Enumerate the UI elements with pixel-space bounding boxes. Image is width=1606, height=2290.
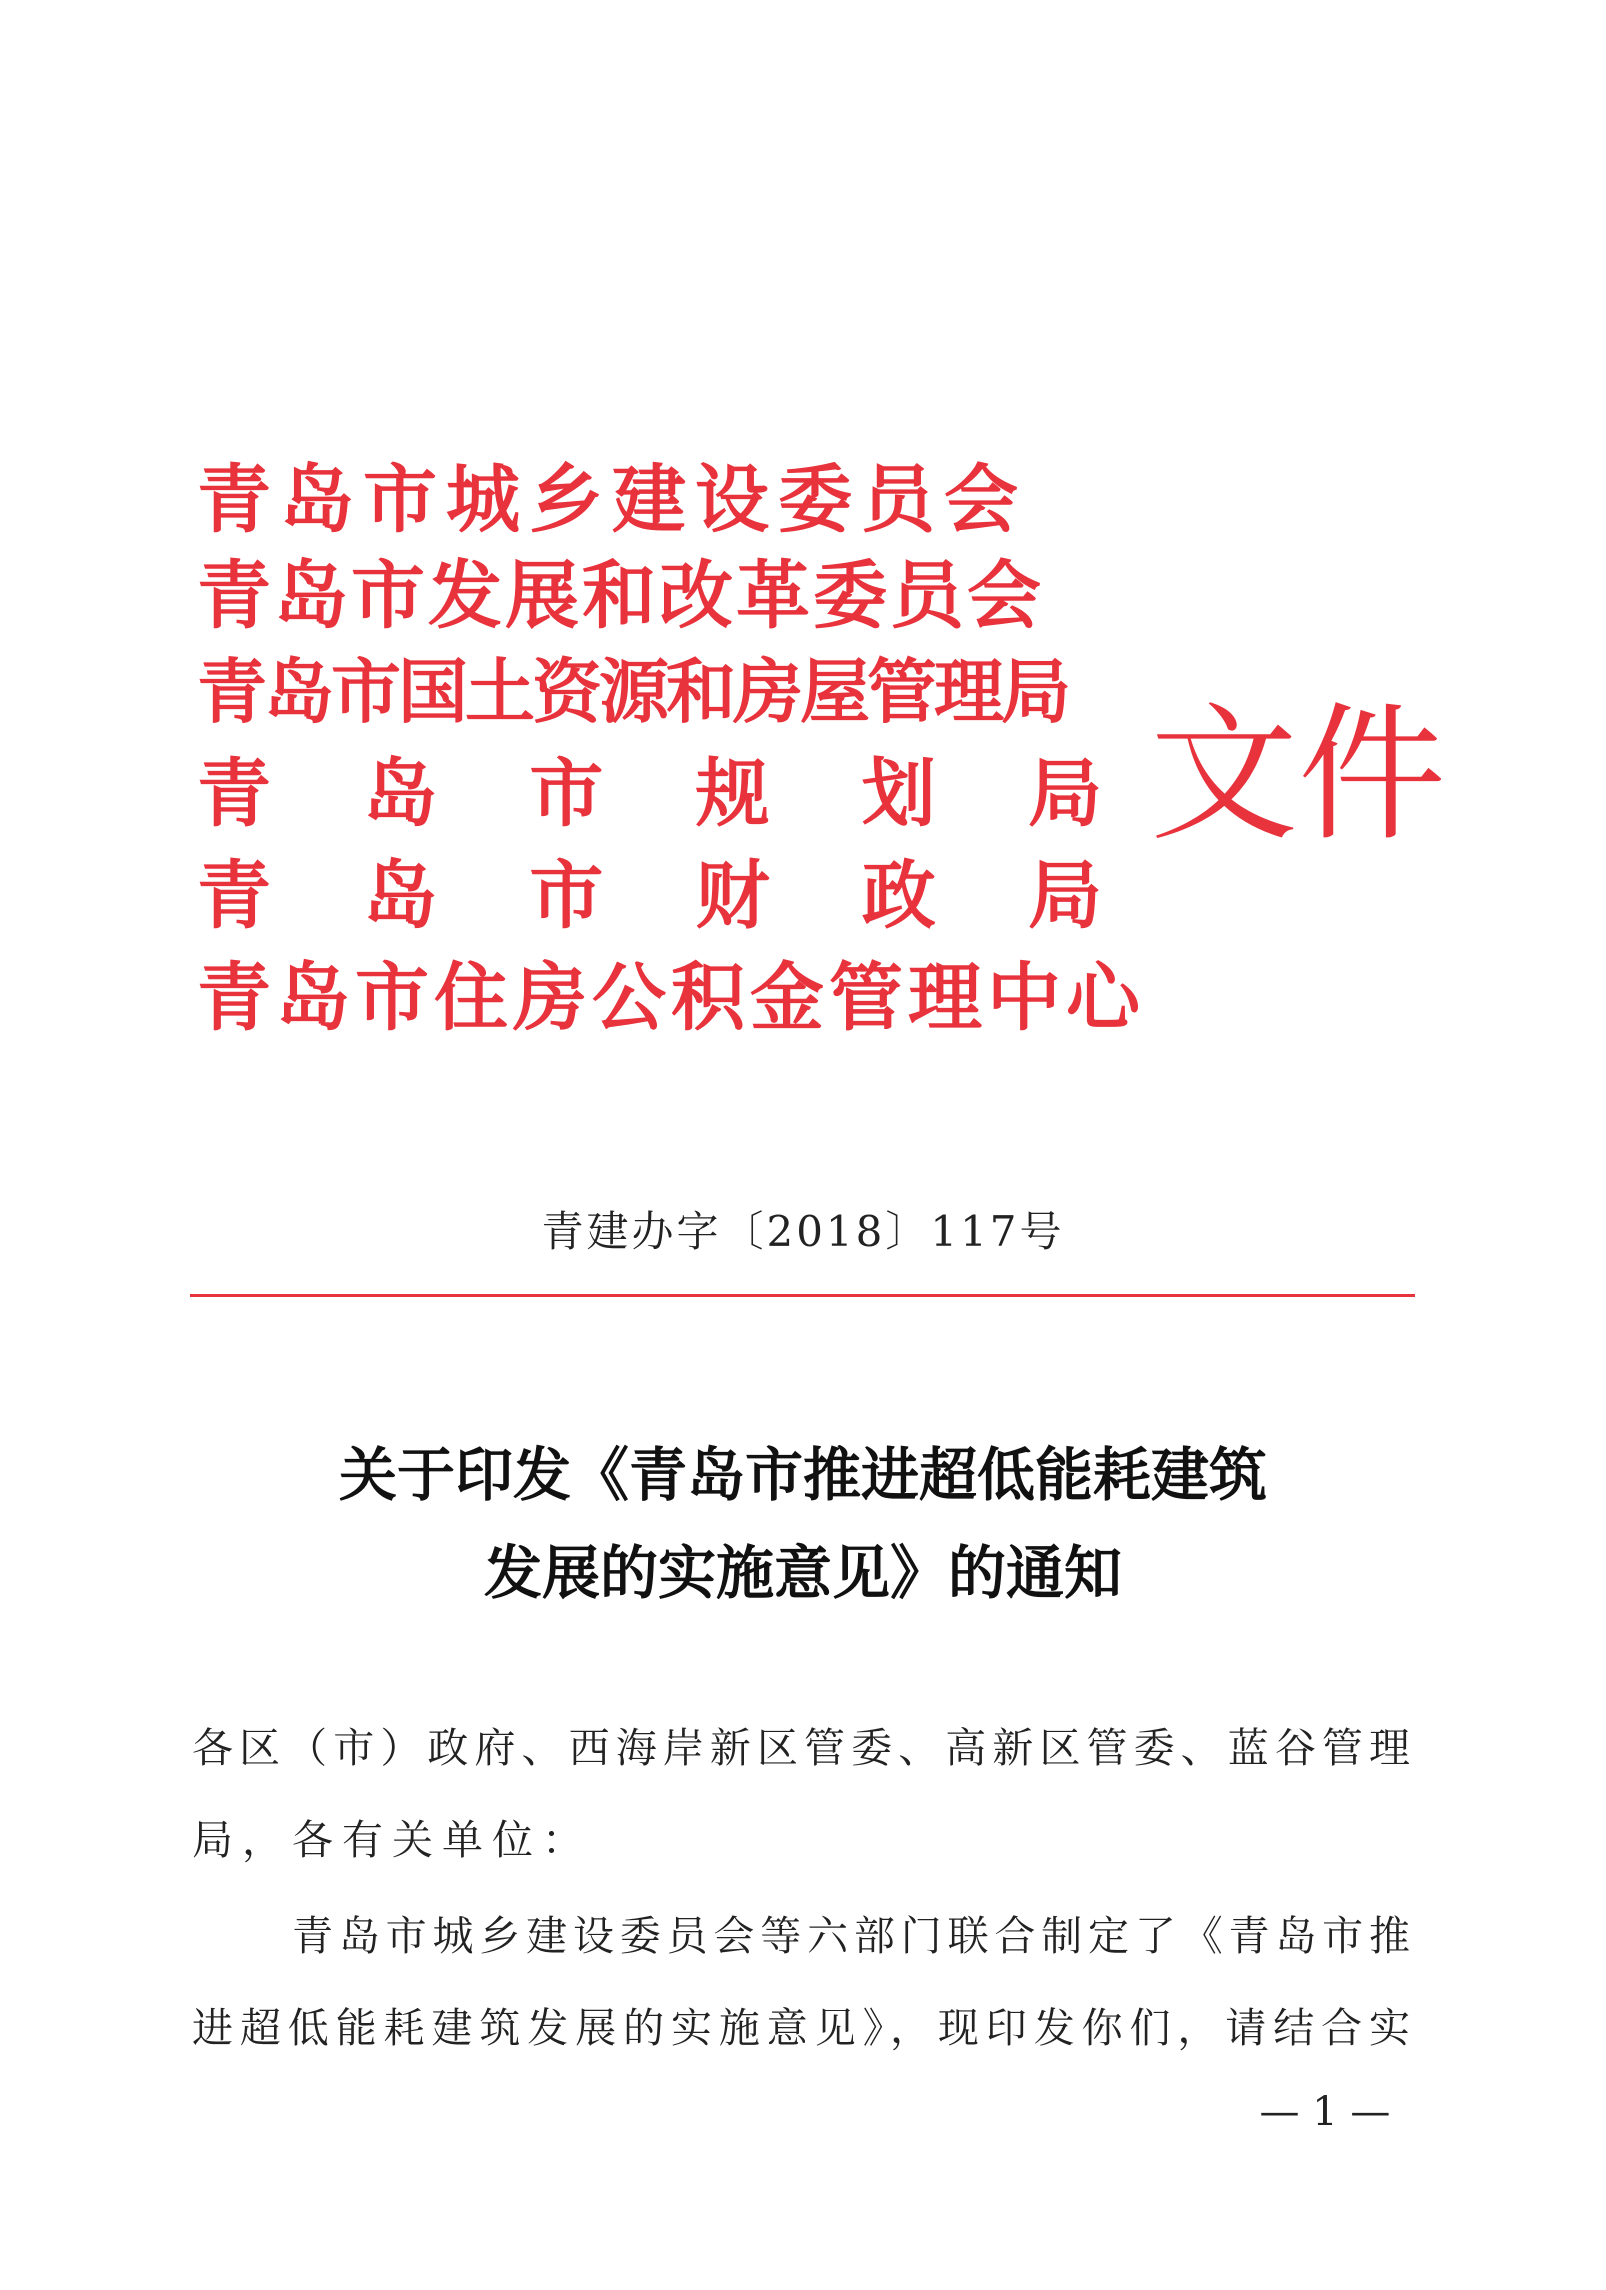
recipients-line-1: 各区（市）政府、西海岸新区管委、高新区管委、蓝谷管理: [192, 1724, 1410, 1772]
notice-title-line-1: 关于印发《青岛市推进超低能耗建筑: [338, 1441, 1267, 1509]
red-divider-line: [190, 1294, 1415, 1297]
agency-name-6: 青岛市住房公积金管理中心: [197, 955, 1145, 1041]
agency-name-1: 青岛市城乡建设委员会: [197, 457, 1027, 543]
agency-name-4: 青 岛 市 规 划 局: [197, 751, 1102, 837]
document-label-wenjian: 文件: [1150, 689, 1446, 861]
agency-name-2: 青岛市发展和改革委员会: [197, 553, 1044, 639]
agency-name-3: 青岛市国土资源和房屋管理局: [197, 650, 1068, 733]
notice-title-line-2: 发展的实施意见》的通知: [483, 1539, 1122, 1607]
agency-name-5: 青 岛 市 财 政 局: [197, 853, 1102, 939]
document-number: 青建办字〔2018〕117号: [541, 1207, 1065, 1256]
recipients-line-2: 局，各有关单位：: [192, 1816, 592, 1864]
page-number: — 1 —: [1259, 2089, 1391, 2135]
paragraph-1-line-1: 青岛市城乡建设委员会等六部门联合制定了《青岛市推: [292, 1912, 1410, 1960]
paragraph-1-line-2: 进超低能耗建筑发展的实施意见》，现印发你们，请结合实: [192, 2004, 1410, 2052]
